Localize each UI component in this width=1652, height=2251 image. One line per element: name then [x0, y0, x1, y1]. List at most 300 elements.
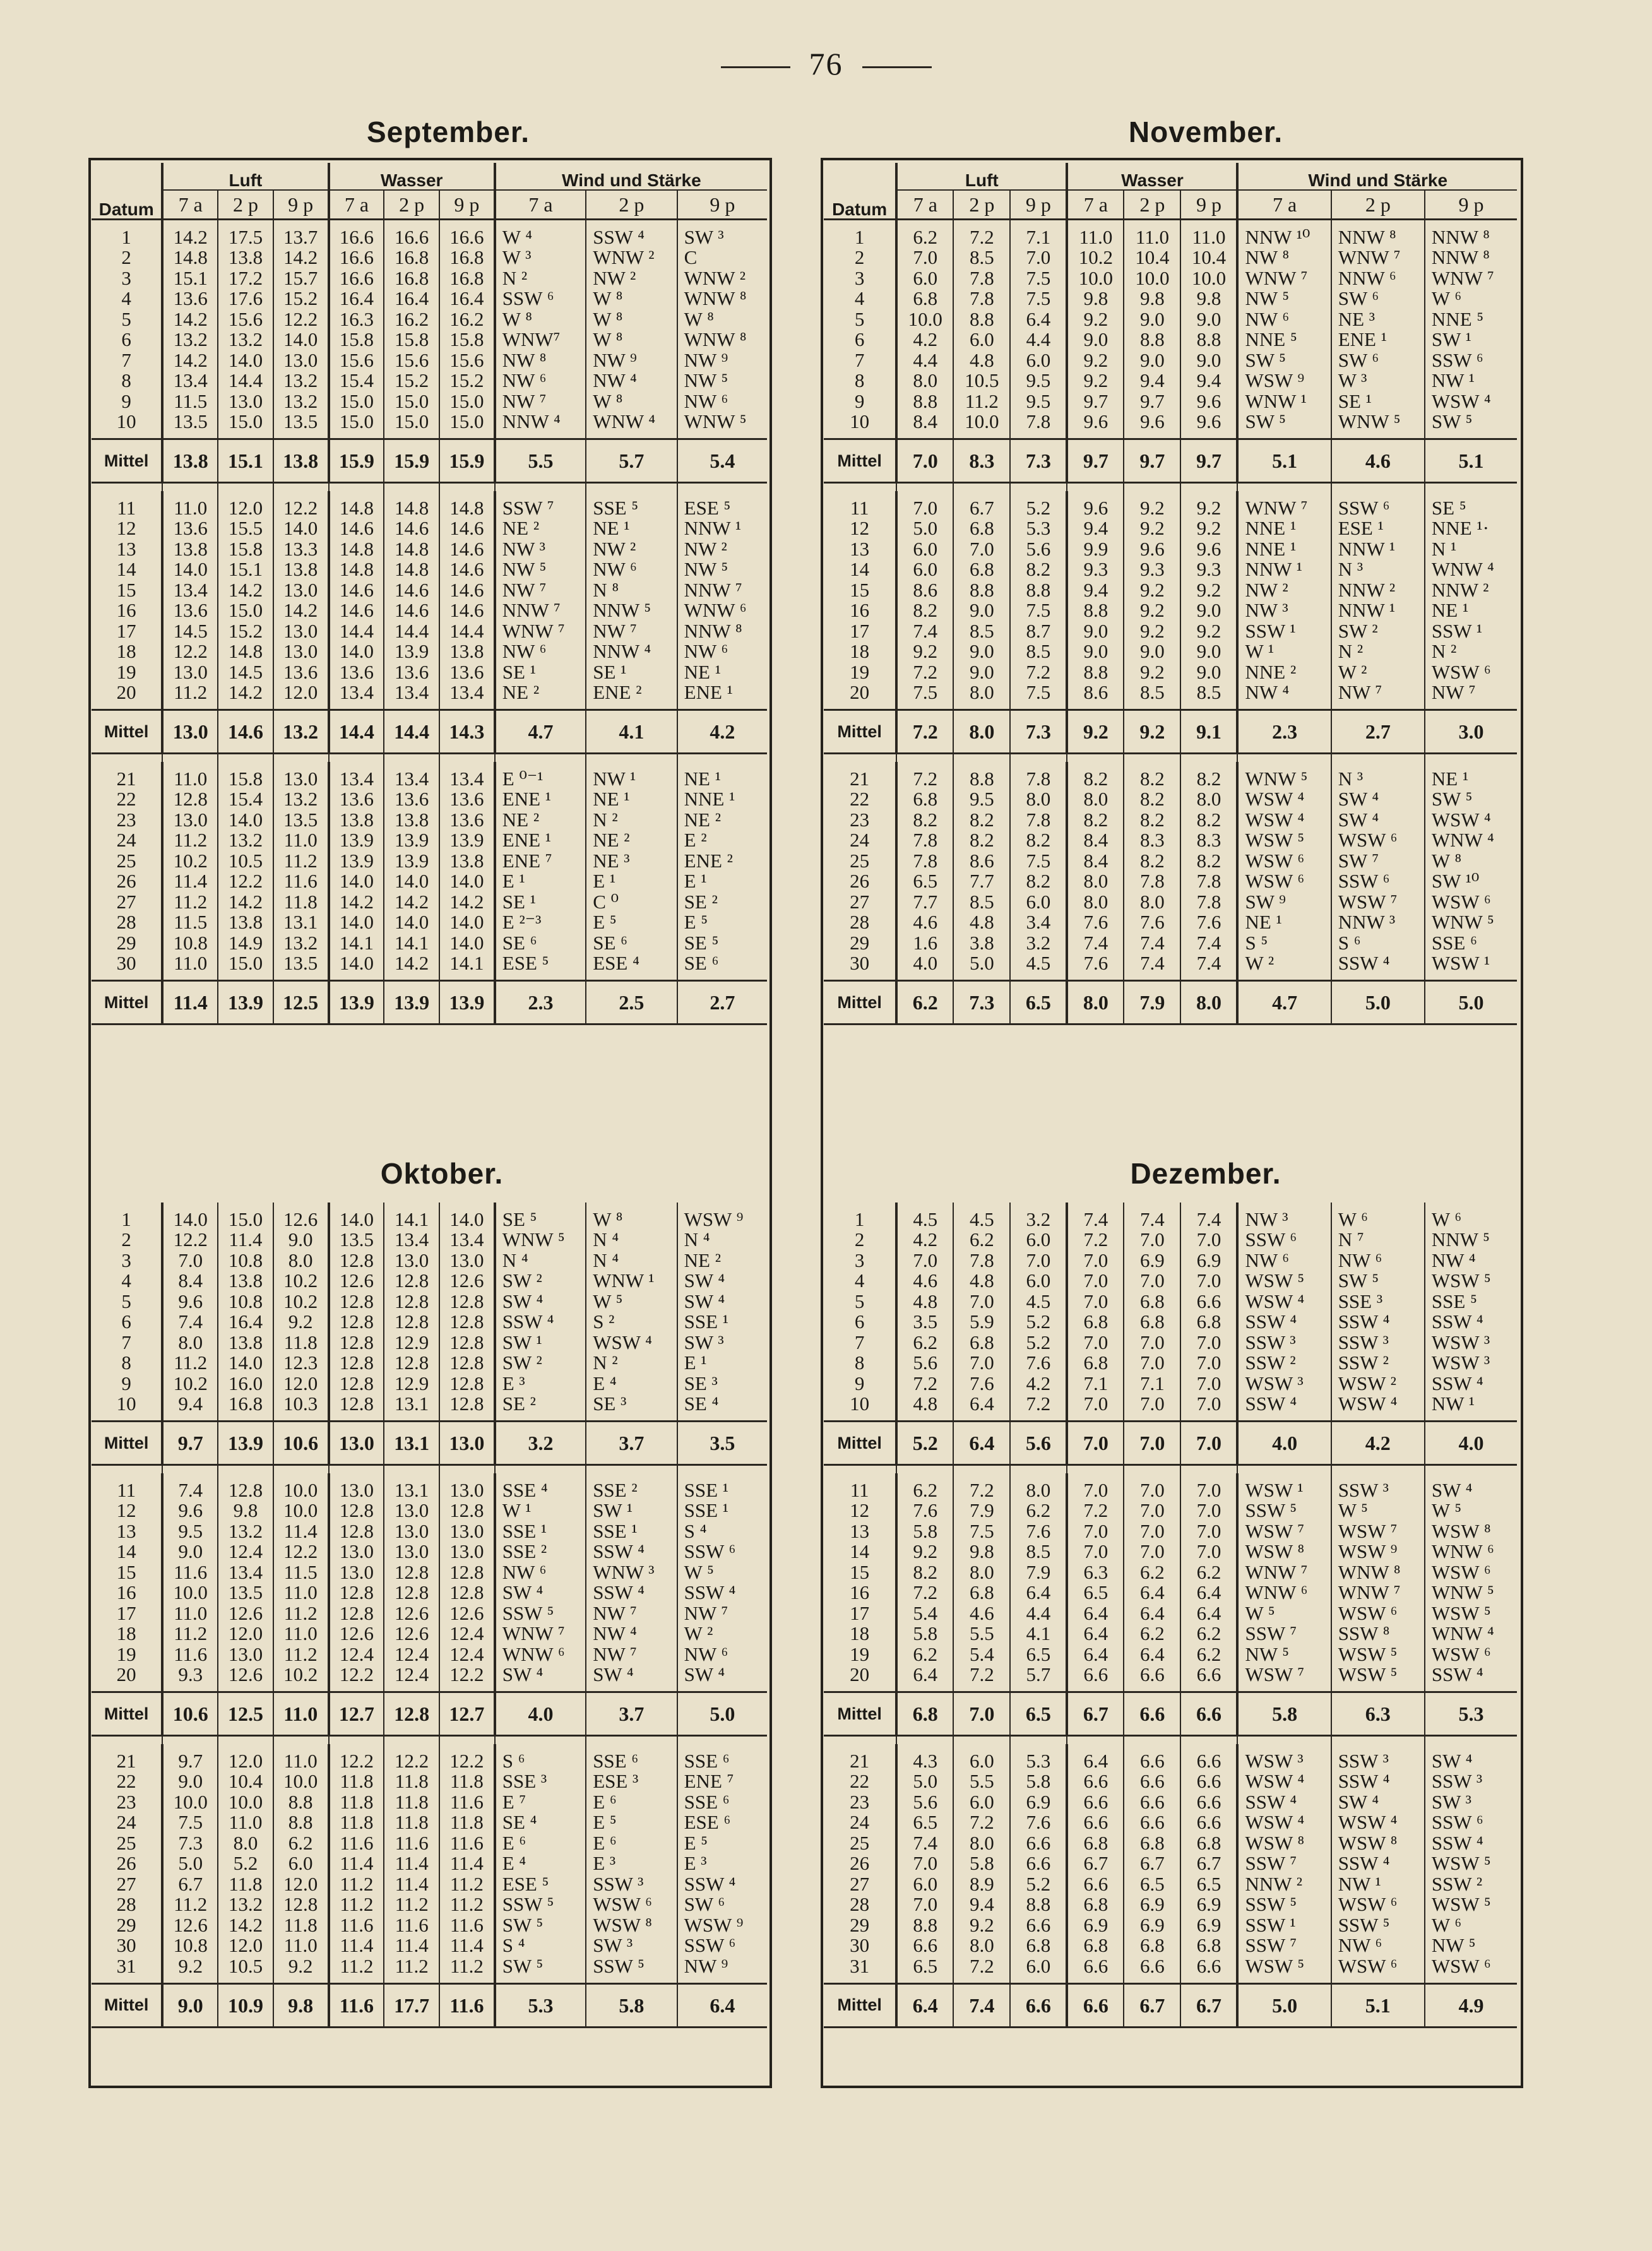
- luft-cell: 8.8: [273, 1812, 329, 1833]
- luft-cell: 8.8: [1010, 579, 1067, 600]
- wasser-cell: 12.6: [384, 1624, 439, 1644]
- luft-cell: 5.2: [1010, 1332, 1067, 1353]
- luft-cell: 9.2: [896, 641, 953, 662]
- luft-cell: 6.6: [1010, 1853, 1067, 1874]
- mittel-value: 9.7: [1124, 439, 1180, 483]
- wind-cell: SSW ⁴: [1331, 1312, 1425, 1333]
- month-title-dezember: Dezember.: [1130, 1157, 1281, 1190]
- wasser-cell: 16.2: [439, 309, 495, 330]
- table-row: [824, 600, 1517, 621]
- wasser-cell: 13.0: [384, 1250, 439, 1271]
- wind-cell: SSE ¹: [677, 1500, 767, 1521]
- wind-cell: SW ³: [1425, 1791, 1517, 1812]
- wind-cell: NW ⁵: [677, 559, 767, 580]
- day-cell: 22: [850, 788, 870, 809]
- table-row: [824, 1624, 1517, 1644]
- wind-cell: N ²: [495, 268, 586, 288]
- day-cell: 23: [850, 809, 870, 830]
- wind-cell: ESE ¹: [1331, 518, 1425, 539]
- page-number: 76: [0, 45, 1652, 82]
- wasser-cell: 7.6: [1067, 953, 1124, 981]
- mittel-value: 5.0: [1331, 981, 1425, 1025]
- luft-cell: 9.2: [953, 1915, 1010, 1935]
- header-wasser: Wasser: [329, 163, 495, 190]
- luft-cell: 5.6: [1010, 538, 1067, 559]
- wind-cell: SSW ⁴: [586, 1583, 677, 1603]
- table-row: [824, 1935, 1517, 1956]
- mittel-value: 9.1: [1180, 710, 1237, 754]
- wasser-cell: 12.9: [384, 1373, 439, 1394]
- mittel-value: 7.0: [1180, 1422, 1237, 1465]
- day-cell: 6: [121, 1311, 131, 1332]
- wind-cell: SSE ¹: [677, 1312, 767, 1333]
- table-row: [824, 1521, 1517, 1541]
- wasser-cell: 16.8: [384, 247, 439, 268]
- wind-cell: NE ²: [495, 809, 586, 830]
- wind-cell: SE ⁵: [495, 1203, 586, 1230]
- table-row: [824, 1230, 1517, 1250]
- wasser-cell: 6.6: [1180, 1665, 1237, 1692]
- mittel-row: [824, 1983, 1517, 2027]
- wind-cell: S ²: [586, 1312, 677, 1333]
- wasser-cell: 6.7: [1124, 1853, 1180, 1874]
- day-cell: 2: [121, 247, 131, 268]
- wasser-cell: 11.0: [1067, 220, 1124, 247]
- wind-cell: ENE ¹: [495, 830, 586, 851]
- wind-cell: SSW ²: [1425, 1874, 1517, 1894]
- luft-cell: 11.0: [273, 1744, 329, 1771]
- wasser-cell: 12.8: [384, 1562, 439, 1583]
- wasser-cell: 13.6: [329, 662, 384, 682]
- wind-cell: E ⁶: [586, 1832, 677, 1853]
- luft-cell: 9.5: [1010, 371, 1067, 391]
- day-cell: 22: [116, 788, 136, 809]
- luft-cell: 13.3: [273, 538, 329, 559]
- table-row: [92, 1203, 767, 1230]
- wind-cell: NE ¹: [1425, 762, 1517, 789]
- luft-cell: 9.0: [953, 641, 1010, 662]
- luft-cell: 7.5: [1010, 268, 1067, 288]
- wasser-cell: 6.9: [1180, 1250, 1237, 1271]
- mittel-value: 6.7: [1180, 1983, 1237, 2027]
- luft-cell: 9.7: [162, 1744, 218, 1771]
- luft-cell: 13.2: [273, 932, 329, 953]
- wind-cell: WSW ⁵: [1425, 1603, 1517, 1624]
- wind-cell: WSW ⁹: [1331, 1541, 1425, 1562]
- luft-cell: 11.2: [273, 1603, 329, 1624]
- wind-cell: WSW ¹: [1237, 1473, 1331, 1500]
- wasser-cell: 6.4: [1124, 1644, 1180, 1665]
- mittel-value: 7.0: [896, 439, 953, 483]
- wind-cell: SSW ³: [1237, 1332, 1331, 1353]
- mittel-value: 5.3: [495, 1983, 586, 2027]
- wind-cell: NW ⁹: [677, 1956, 767, 1983]
- mittel-value: 2.7: [677, 981, 767, 1025]
- luft-cell: 3.4: [1010, 912, 1067, 933]
- luft-cell: 13.6: [162, 600, 218, 621]
- wind-cell: NW ³: [495, 538, 586, 559]
- wind-cell: SW ⁴: [677, 1291, 767, 1312]
- wind-cell: NW ⁶: [677, 391, 767, 412]
- luft-cell: 7.4: [162, 1473, 218, 1500]
- luft-cell: 12.3: [273, 1353, 329, 1374]
- day-cell: 24: [116, 829, 136, 850]
- luft-cell: 6.6: [1010, 1915, 1067, 1935]
- luft-cell: 12.4: [218, 1541, 273, 1562]
- wind-cell: SE ⁶: [495, 932, 586, 953]
- luft-cell: 7.1: [1010, 220, 1067, 247]
- weather-table-september: [92, 163, 767, 1025]
- wasser-cell: 9.2: [1124, 662, 1180, 682]
- wasser-cell: 16.6: [329, 268, 384, 288]
- wind-cell: N ²: [586, 1353, 677, 1374]
- wasser-cell: 9.3: [1124, 559, 1180, 580]
- wasser-cell: 6.8: [1067, 1894, 1124, 1915]
- table-row: [92, 932, 767, 953]
- wind-cell: SSW ⁴: [1237, 1791, 1331, 1812]
- table-row: [92, 491, 767, 518]
- wind-cell: SSW ⁴: [1425, 1665, 1517, 1692]
- luft-cell: 5.2: [1010, 1874, 1067, 1894]
- wasser-cell: 7.0: [1180, 1500, 1237, 1521]
- mittel-value: 6.5: [1010, 1692, 1067, 1736]
- wind-cell: WNW ⁴: [1425, 1624, 1517, 1644]
- day-cell: 13: [116, 1521, 136, 1541]
- wasser-cell: 13.1: [384, 1473, 439, 1500]
- luft-cell: 14.2: [162, 350, 218, 371]
- wasser-cell: 12.8: [439, 1353, 495, 1374]
- luft-cell: 5.0: [162, 1853, 218, 1874]
- luft-cell: 5.8: [896, 1521, 953, 1541]
- table-row: [92, 412, 767, 439]
- header-time-t2: 2 p: [1124, 190, 1180, 220]
- luft-cell: 9.6: [162, 1500, 218, 1521]
- wasser-cell: 13.0: [329, 1562, 384, 1583]
- wind-cell: WNW ⁷: [1331, 247, 1425, 268]
- luft-cell: 14.8: [162, 247, 218, 268]
- wind-cell: NW ²: [586, 538, 677, 559]
- day-cell: 5: [121, 309, 131, 330]
- wind-cell: WSW ⁶: [1331, 1894, 1425, 1915]
- day-cell: 15: [850, 579, 870, 600]
- wind-cell: W ³: [1331, 371, 1425, 391]
- wasser-cell: 11.8: [439, 1771, 495, 1792]
- luft-cell: 7.8: [1010, 809, 1067, 830]
- wasser-cell: 15.2: [384, 371, 439, 391]
- header-time-t9: 9 p: [273, 190, 329, 220]
- luft-cell: 4.3: [896, 1744, 953, 1771]
- wasser-cell: 6.6: [1180, 1744, 1237, 1771]
- wind-cell: NW ²: [1237, 579, 1331, 600]
- day-cell: 3: [854, 1250, 865, 1271]
- luft-cell: 11.0: [273, 1583, 329, 1603]
- header-time-t9: 9 p: [439, 190, 495, 220]
- luft-cell: 15.8: [218, 538, 273, 559]
- luft-cell: 13.2: [218, 1521, 273, 1541]
- table-row: [824, 1791, 1517, 1812]
- wasser-cell: 15.0: [384, 391, 439, 412]
- mittel-value: 10.9: [218, 1983, 273, 2027]
- day-cell: 24: [850, 1812, 870, 1832]
- wind-cell: W ⁸: [1425, 850, 1517, 871]
- day-cell: 30: [850, 1935, 870, 1956]
- luft-cell: 4.5: [896, 1203, 953, 1230]
- luft-cell: 13.6: [162, 518, 218, 539]
- mittel-value: 4.1: [586, 710, 677, 754]
- day-cell: 8: [854, 370, 865, 391]
- wasser-cell: 7.0: [1124, 1353, 1180, 1374]
- weather-table-oktober: [92, 1203, 767, 2028]
- wasser-cell: 15.8: [329, 330, 384, 350]
- wind-cell: ENE ¹: [677, 682, 767, 710]
- wind-cell: SSW ⁴: [677, 1583, 767, 1603]
- wind-cell: ENE ⁷: [495, 850, 586, 871]
- mittel-label: Mittel: [92, 439, 162, 483]
- wasser-cell: 8.4: [1067, 850, 1124, 871]
- luft-cell: 6.2: [896, 1332, 953, 1353]
- wasser-cell: 12.6: [384, 1603, 439, 1624]
- wasser-cell: 6.4: [1067, 1603, 1124, 1624]
- wind-cell: SSE ¹: [495, 1521, 586, 1541]
- wind-cell: WSW ⁶: [1331, 1956, 1425, 1983]
- wasser-cell: 12.8: [439, 1394, 495, 1422]
- luft-cell: 12.6: [273, 1203, 329, 1230]
- wasser-cell: 8.8: [1124, 330, 1180, 350]
- wasser-cell: 8.0: [1180, 789, 1237, 810]
- day-cell: 30: [116, 1935, 136, 1956]
- table-row: [92, 1935, 767, 1956]
- table-row: [824, 1744, 1517, 1771]
- wasser-cell: 6.6: [1067, 1791, 1124, 1812]
- luft-cell: 10.0: [162, 1583, 218, 1603]
- luft-cell: 6.8: [896, 789, 953, 810]
- wind-cell: SW ¹: [1425, 330, 1517, 350]
- wasser-cell: 7.0: [1180, 1271, 1237, 1292]
- day-cell: 21: [850, 1749, 870, 1771]
- luft-cell: 7.8: [1010, 762, 1067, 789]
- wasser-cell: 9.8: [1124, 288, 1180, 309]
- wasser-cell: 14.4: [329, 621, 384, 641]
- wasser-cell: 12.4: [384, 1644, 439, 1665]
- wasser-cell: 7.0: [1124, 1332, 1180, 1353]
- luft-cell: 13.5: [218, 1583, 273, 1603]
- luft-cell: 8.8: [273, 1791, 329, 1812]
- table-row: [92, 1291, 767, 1312]
- luft-cell: 14.2: [273, 247, 329, 268]
- day-cell: 20: [850, 1664, 870, 1686]
- wasser-cell: 7.0: [1180, 1353, 1237, 1374]
- luft-cell: 4.5: [1010, 953, 1067, 981]
- wind-cell: NW ⁹: [586, 350, 677, 371]
- day-cell: 25: [116, 850, 136, 871]
- day-cell: 13: [850, 1521, 870, 1541]
- day-cell: 13: [116, 538, 136, 559]
- wasser-cell: 6.8: [1124, 1832, 1180, 1853]
- luft-cell: 6.8: [953, 559, 1010, 580]
- wind-cell: N ⁴: [586, 1230, 677, 1250]
- luft-cell: 7.9: [953, 1500, 1010, 1521]
- luft-cell: 6.0: [953, 1791, 1010, 1812]
- wind-cell: WSW ⁸: [586, 1915, 677, 1935]
- mittel-value: 7.0: [953, 1692, 1010, 1736]
- wind-cell: SW ⁶: [1331, 350, 1425, 371]
- table-row: [92, 891, 767, 912]
- mittel-value: 13.9: [439, 981, 495, 1025]
- luft-cell: 5.0: [953, 953, 1010, 981]
- luft-cell: 7.0: [1010, 247, 1067, 268]
- luft-cell: 8.0: [896, 371, 953, 391]
- wasser-cell: 7.0: [1180, 1521, 1237, 1541]
- wasser-cell: 6.4: [1124, 1583, 1180, 1603]
- wind-cell: SW ⁴: [586, 1665, 677, 1692]
- day-cell: 22: [116, 1771, 136, 1791]
- day-cell: 20: [850, 682, 870, 704]
- wasser-cell: 7.4: [1180, 1203, 1237, 1230]
- mittel-value: 9.8: [273, 1983, 329, 2027]
- luft-cell: 9.0: [162, 1541, 218, 1562]
- mittel-value: 9.0: [162, 1983, 218, 2027]
- wasser-cell: 8.5: [1124, 682, 1180, 710]
- luft-cell: 16.8: [218, 1394, 273, 1422]
- wasser-cell: 11.6: [439, 1832, 495, 1853]
- luft-cell: 8.5: [953, 891, 1010, 912]
- luft-cell: 4.4: [1010, 1603, 1067, 1624]
- table-row: [92, 1562, 767, 1583]
- wasser-cell: 14.0: [384, 912, 439, 933]
- luft-cell: 14.2: [162, 309, 218, 330]
- table-row: [824, 1771, 1517, 1792]
- wind-cell: SW ⁵: [495, 1915, 586, 1935]
- mittel-row: [92, 439, 767, 483]
- wasser-cell: 7.0: [1067, 1394, 1124, 1422]
- day-cell: 10: [116, 1393, 136, 1415]
- wind-cell: N ³: [1331, 762, 1425, 789]
- wind-cell: NW ⁵: [1237, 1644, 1331, 1665]
- wasser-cell: 7.4: [1124, 953, 1180, 981]
- table-row: [824, 932, 1517, 953]
- wind-cell: SSE ³: [495, 1771, 586, 1792]
- wind-cell: C ⁰: [586, 891, 677, 912]
- wind-cell: NNW ⁴: [586, 641, 677, 662]
- wind-cell: WSW ⁷: [1237, 1665, 1331, 1692]
- wasser-cell: 12.4: [384, 1665, 439, 1692]
- luft-cell: 3.2: [1010, 932, 1067, 953]
- day-cell: 31: [850, 1956, 870, 1977]
- mittel-value: 5.8: [1237, 1692, 1331, 1736]
- luft-cell: 8.2: [1010, 871, 1067, 892]
- wind-cell: W ⁵: [1425, 1500, 1517, 1521]
- luft-cell: 15.0: [218, 600, 273, 621]
- wasser-cell: 14.1: [329, 932, 384, 953]
- luft-cell: 5.8: [1010, 1771, 1067, 1792]
- wasser-cell: 9.0: [1180, 641, 1237, 662]
- luft-cell: 7.5: [953, 1521, 1010, 1541]
- wasser-cell: 11.8: [384, 1791, 439, 1812]
- wind-cell: NW ⁶: [495, 1562, 586, 1583]
- luft-cell: 8.2: [1010, 830, 1067, 851]
- luft-cell: 6.2: [1010, 1500, 1067, 1521]
- luft-cell: 7.8: [953, 1250, 1010, 1271]
- wind-cell: NW ¹: [1331, 1874, 1425, 1894]
- wasser-cell: 7.0: [1124, 1500, 1180, 1521]
- wasser-cell: 9.2: [1067, 371, 1124, 391]
- wind-cell: NW ⁶: [677, 641, 767, 662]
- header-wind: Wind und Stärke: [1237, 163, 1517, 190]
- luft-cell: 11.8: [273, 1915, 329, 1935]
- wind-cell: SSE ⁶: [677, 1744, 767, 1771]
- table-row: [92, 1956, 767, 1983]
- wasser-cell: 7.6: [1180, 912, 1237, 933]
- mittel-value: 13.9: [218, 1422, 273, 1465]
- luft-cell: 15.1: [162, 268, 218, 288]
- wind-cell: W ⁶: [1425, 1203, 1517, 1230]
- wind-cell: SSW ¹: [1237, 1915, 1331, 1935]
- wind-cell: SW ⁴: [1425, 1744, 1517, 1771]
- wind-cell: WSW ⁸: [1331, 1832, 1425, 1853]
- luft-cell: 9.5: [162, 1521, 218, 1541]
- luft-cell: 15.0: [218, 1203, 273, 1230]
- table-row: [92, 1332, 767, 1353]
- wasser-cell: 6.8: [1067, 1935, 1124, 1956]
- header-time-t7: 7 a: [162, 190, 218, 220]
- table-row: [824, 1203, 1517, 1230]
- day-cell: 16: [850, 600, 870, 621]
- wasser-cell: 7.2: [1067, 1230, 1124, 1250]
- wasser-cell: 13.8: [439, 850, 495, 871]
- wasser-cell: 15.2: [439, 371, 495, 391]
- day-cell: 23: [850, 1791, 870, 1812]
- wasser-cell: 16.2: [384, 309, 439, 330]
- wind-cell: W ⁵: [1237, 1603, 1331, 1624]
- wind-cell: NNW ⁸: [1425, 220, 1517, 247]
- wind-cell: W ⁵: [1331, 1500, 1425, 1521]
- wasser-cell: 10.0: [1067, 268, 1124, 288]
- wasser-cell: 7.6: [1124, 912, 1180, 933]
- day-cell: 27: [116, 891, 136, 912]
- wind-cell: WNW ⁵: [677, 412, 767, 439]
- luft-cell: 8.0: [953, 1562, 1010, 1583]
- wind-cell: SW ⁴: [1331, 789, 1425, 810]
- wind-cell: E ⁵: [677, 1832, 767, 1853]
- wind-cell: NNW ²: [1237, 1874, 1331, 1894]
- wind-cell: NE ¹: [677, 762, 767, 789]
- mittel-value: 7.0: [1067, 1422, 1124, 1465]
- table-row: [92, 789, 767, 810]
- wind-cell: N ⁷: [1331, 1230, 1425, 1250]
- wind-cell: SSW ⁴: [1425, 1832, 1517, 1853]
- luft-cell: 4.8: [953, 350, 1010, 371]
- month-title-november: November.: [1128, 116, 1283, 148]
- wasser-cell: 14.6: [384, 518, 439, 539]
- wind-cell: SW ⁴: [1425, 1473, 1517, 1500]
- wind-cell: SSW ⁴: [1425, 1373, 1517, 1394]
- wind-cell: W ⁸: [495, 309, 586, 330]
- wasser-cell: 6.8: [1180, 1312, 1237, 1333]
- wind-cell: NE ¹: [586, 789, 677, 810]
- wind-cell: SE ⁶: [677, 953, 767, 981]
- luft-cell: 4.5: [1010, 1291, 1067, 1312]
- wind-cell: SSE ⁵: [1425, 1291, 1517, 1312]
- wind-cell: SSE ²: [586, 1473, 677, 1500]
- wasser-cell: 6.6: [1067, 1665, 1124, 1692]
- luft-cell: 8.0: [273, 1250, 329, 1271]
- wasser-cell: 14.8: [329, 559, 384, 580]
- mittel-value: 6.6: [1180, 1692, 1237, 1736]
- wind-cell: NW ⁴: [586, 371, 677, 391]
- table-row: [92, 641, 767, 662]
- luft-cell: 11.2: [953, 391, 1010, 412]
- wasser-cell: 7.8: [1180, 871, 1237, 892]
